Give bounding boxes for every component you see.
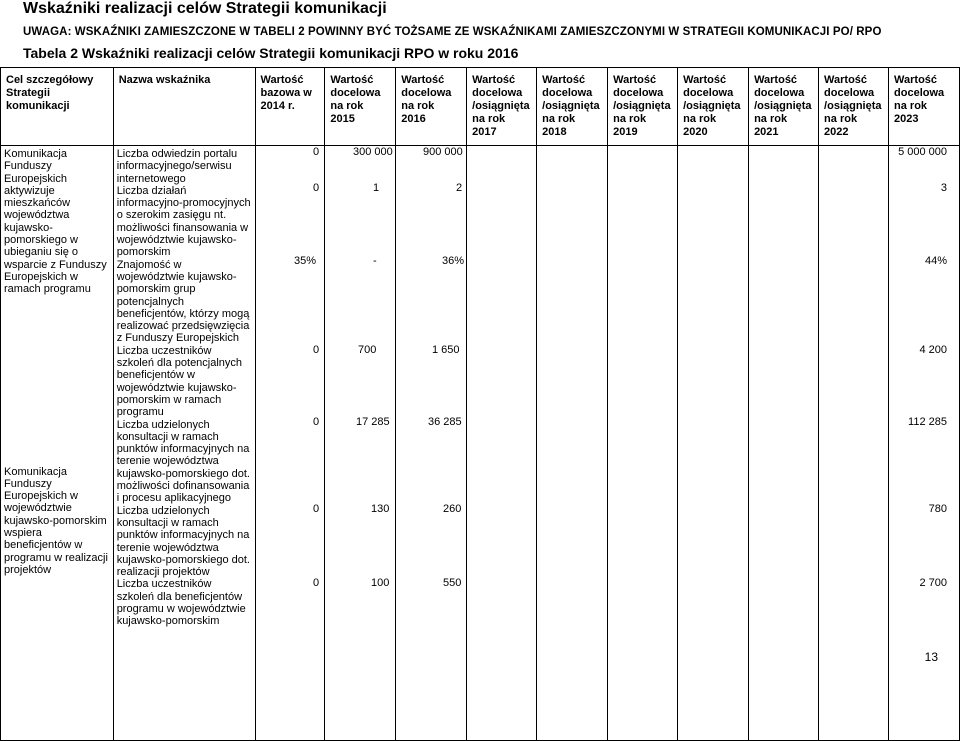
value-2023: 2 700	[919, 577, 947, 589]
value-2016: 550	[443, 577, 462, 589]
value-2015: 300 000	[353, 146, 393, 158]
header-cell: Wartość docelowa na rok 2016	[396, 68, 467, 146]
value-2023: 44%	[924, 255, 947, 267]
page-title: Wskaźniki realizacji celów Strategii komunikacji	[23, 0, 387, 17]
value-2015: -	[373, 255, 377, 267]
header-cell: Wartość docelowa /osiągnięta na rok 2018	[537, 68, 608, 146]
value-2015: 700	[358, 344, 377, 356]
value-2015: 1	[373, 182, 380, 194]
base-value: 0	[313, 344, 320, 356]
header-cell: Wartość docelowa /osiągnięta na rok 2017	[467, 68, 537, 146]
base-value: 0	[313, 503, 320, 515]
base-value: 0	[313, 146, 320, 158]
header-cell: Cel szczegółowy Strategii komunikacji	[1, 68, 114, 146]
indicator-name: Liczba udzielonych konsultacji w ramach punktów informacyjnych na terenie województwa kujawsko-pomorskiego dot. możliwości dofinansowania i procesu aplikacyjnego	[116, 418, 250, 505]
value-2015: 17 285	[356, 416, 390, 428]
value-2016: 900 000	[423, 146, 463, 158]
uwaga-note: UWAGA: WSKAŹNIKI ZAMIESZCZONE W TABELI 2 POWINNY BYĆ TOŻSAME ZE WSKAŹNIKAMI ZAMIESZCZONYMI W STRATEGII KOMUNIKACJI PO/ RPO	[23, 26, 882, 38]
header-cell: Wartość docelowa /osiągnięta na rok 2019	[608, 68, 678, 146]
base-value: 0	[313, 416, 320, 428]
goal-text: Komunikacja Funduszy Europejskich aktywizuje mieszkańców województwa kujawsko-pomorskiego w ubieganiu się o wsparcie z Funduszy Europejskich w ramach programu	[4, 148, 107, 296]
indicator-name: Znajomość w województwie kujawsko-pomorskim grup potencjalnych beneficjentów, którzy mogą realizować przedsięwzięcia z Funduszy Europejskich	[116, 258, 250, 345]
base-value: 0	[313, 182, 320, 194]
header-cell: Nazwa wskaźnika	[113, 68, 255, 146]
header-cell: Wartość docelowa na rok 2023	[889, 68, 960, 146]
indicator-name: Liczba udzielonych konsultacji w ramach punktów informacyjnych na terenie województwa kujawsko-pomorskiego dot. realizacji projektów	[116, 504, 250, 579]
value-2016: 36%	[442, 255, 465, 267]
value-2016: 1 650	[432, 344, 460, 356]
value-2023: 4 200	[919, 344, 947, 356]
base-value: 0	[313, 577, 320, 589]
header-cell: Wartość docelowa na rok 2015	[325, 68, 396, 146]
indicator-name: Liczba uczestników szkoleń dla potencjalnych beneficjentów w województwie kujawsko-pomorskim w ramach programu	[116, 344, 243, 419]
value-2015: 130	[371, 503, 390, 515]
value-2023: 5 000 000	[898, 146, 947, 158]
header-cell: Wartość docelowa /osiągnięta na rok 2022	[819, 68, 889, 146]
base-value: 35%	[294, 255, 317, 267]
value-2016: 260	[443, 503, 462, 515]
indicator-name: Liczba odwiedzin portalu informacyjnego/serwisu internetowego	[116, 148, 238, 185]
header-cell: Wartość docelowa /osiągnięta na rok 2021	[749, 68, 819, 146]
header-cell: Wartość bazowa w 2014 r.	[255, 68, 325, 146]
header-row	[1, 68, 960, 146]
table-title: Tabela 2 Wskaźniki realizacji celów Strategii komunikacji RPO w roku 2016	[23, 45, 519, 61]
values-overlay	[0, 141, 960, 666]
indicator-name: Liczba uczestników szkoleń dla beneficjentów programu w województwie kujawsko-pomorskim	[116, 578, 246, 628]
value-2015: 100	[371, 577, 390, 589]
value-2023: 112 285	[908, 416, 947, 428]
header-cell: Wartość docelowa /osiągnięta na rok 2020	[678, 68, 749, 146]
value-2016: 2	[456, 182, 463, 194]
value-2023: 3	[940, 182, 947, 194]
value-2016: 36 285	[428, 416, 462, 428]
indicator-name: Liczba działań informacyjno-promocyjnych o szerokim zasięgu nt. możliwości finansowania w województwie kujawsko-pomorskim	[116, 184, 251, 259]
page-number: 13	[924, 650, 938, 664]
goal-text: Komunikacja Funduszy Europejskich w województwie kujawsko-pomorskim wspiera beneficjentów w programu w realizacji projektów	[4, 465, 108, 576]
value-2023: 780	[928, 503, 947, 515]
